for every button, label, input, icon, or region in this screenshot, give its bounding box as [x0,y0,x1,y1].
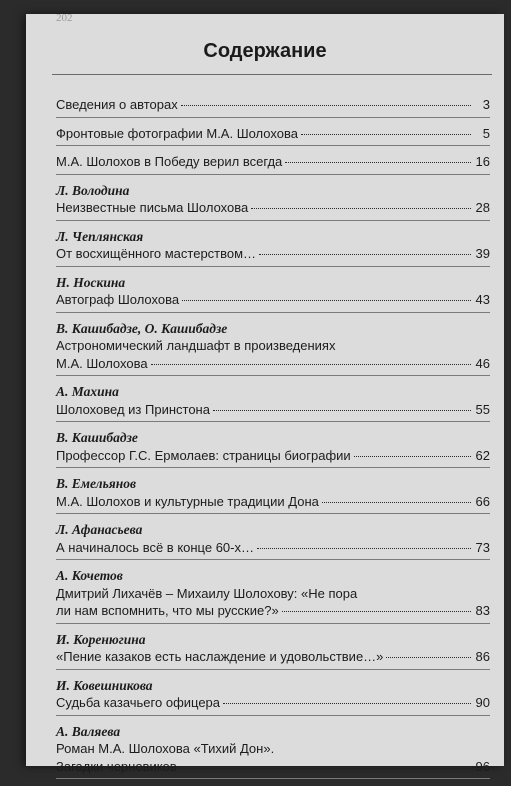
dot-leader [259,254,471,255]
toc-entry-row [56,401,490,419]
toc-entry-row [56,493,490,511]
toc-entry [56,96,490,118]
toc-entry-author: Н. Носкина [56,274,126,290]
toc-entry-page: 62 [475,447,490,463]
toc-entry-page: 3 [482,97,490,112]
toc-entry-title-line: Дмитрий Лихачёв – Михаилу Шолохову: «Не пора [56,585,358,601]
toc-entry-author: И. Ковешникова [56,677,153,693]
toc-entry-row [56,447,490,465]
toc-entry-row [56,96,490,114]
toc-entry-page: 55 [475,401,490,417]
toc-entry-page: 39 [475,246,490,261]
toc-entry-page: 16 [475,154,490,169]
toc-entry-title: Сведения о авторах [56,97,178,112]
dot-leader [223,703,471,704]
toc-entry-title: ли нам вспомнить, что мы русские?» [56,603,279,618]
toc-entry-page: 5 [482,125,490,141]
dot-leader [322,502,471,503]
toc-entry [56,320,490,377]
toc-entry-author: В. Кашибадзе [56,430,138,445]
toc-entry-title: М.А. Шолохов в Победу верил всегда [56,154,283,169]
toc-entry-author: А. Валяева [56,723,121,739]
toc-entry [56,631,490,670]
toc-entry [56,677,490,716]
toc-entry-row [56,199,490,217]
toc-entry-title-line: Астрономический ландшафт в произведениях [56,338,336,353]
toc-entry-page: 83 [475,603,490,618]
dot-leader [386,657,471,658]
toc-entry-row [56,245,490,263]
toc-entry [56,383,490,422]
toc-entry-title: От восхищённого мастерством… [56,246,257,261]
toc-entry-page: 90 [475,695,490,710]
page-title: Содержание [203,40,327,62]
table-of-contents [56,96,490,786]
toc-entry-title: Шолоховед из Принстона [56,401,210,417]
toc-entry-page: 28 [475,200,490,215]
toc-entry-page: 43 [475,292,490,307]
toc-entry-row [56,153,490,171]
toc-entry-author: И. Коренюгина [56,631,146,647]
dot-leader [251,208,471,209]
toc-entry-row [56,125,490,143]
toc-entry [56,274,490,313]
toc-entry [56,125,490,147]
toc-entry [56,228,490,267]
dot-leader [301,134,471,135]
toc-entry-title: Судьба казачьего офицера [56,695,221,710]
dot-leader [282,611,471,612]
toc-entry-row [56,648,490,666]
toc-entry-row [56,355,490,373]
dot-leader [257,548,471,549]
toc-entry [56,567,490,624]
toc-entry [56,182,490,221]
toc-entry-title: Фронтовые фотографии М.А. Шолохова [56,125,298,141]
toc-entry-author: В. Кашибадзе, О. Кашибадзе [56,320,228,336]
toc-entry-row [56,694,490,712]
toc-entry-author: А. Махина [56,384,119,399]
toc-entry-row [56,602,490,620]
book-page [26,12,504,774]
dot-leader [354,456,471,457]
toc-entry-page: 46 [475,355,490,371]
toc-entry [56,429,490,468]
toc-entry [56,153,490,175]
toc-entry-title-line: Роман М.А. Шолохова «Тихий Дон». [56,741,275,756]
toc-entry [56,723,490,780]
toc-entry-title: Неизвестные письма Шолохова [56,200,249,215]
page-number: 202 [56,12,73,24]
toc-entry-title: «Пение казаков есть наслаждение и удовольствие…» [56,649,384,664]
toc-entry-title: М.А. Шолохова [56,355,148,371]
toc-entry-page: 96 [475,758,490,774]
toc-entry-author: Л. Чеплянская [56,228,144,244]
toc-entry-page: 86 [475,649,490,664]
toc-entry-row [56,758,490,776]
dot-leader [151,364,471,365]
toc-entry-author: В. Емельянов [56,476,136,491]
toc-entry-title: Профессор Г.С. Ермолаев: страницы биографии [56,447,351,463]
dot-leader [285,162,471,163]
dot-leader [213,410,471,411]
toc-entry [56,521,490,560]
toc-entry-title: Автограф Шолохова [56,292,180,307]
dot-leader [180,767,471,768]
title-divider [52,74,492,75]
toc-entry-title: М.А. Шолохов и культурные традиции Дона [56,493,319,509]
dot-leader [182,300,471,301]
toc-entry-title: А начиналось всё в конце 60-х… [56,539,254,555]
toc-entry-row [56,291,490,309]
toc-entry-author: Л. Володина [56,182,130,198]
toc-entry-row [56,539,490,557]
toc-entry-author: А. Кочетов [56,568,123,583]
toc-entry-page: 73 [475,539,490,555]
toc-entry-title: Загадки черновиков [56,758,177,774]
toc-entry-author: Л. Афанасьева [56,522,143,537]
toc-entry [56,475,490,514]
dot-leader [181,105,471,106]
toc-entry-page: 66 [475,493,490,509]
